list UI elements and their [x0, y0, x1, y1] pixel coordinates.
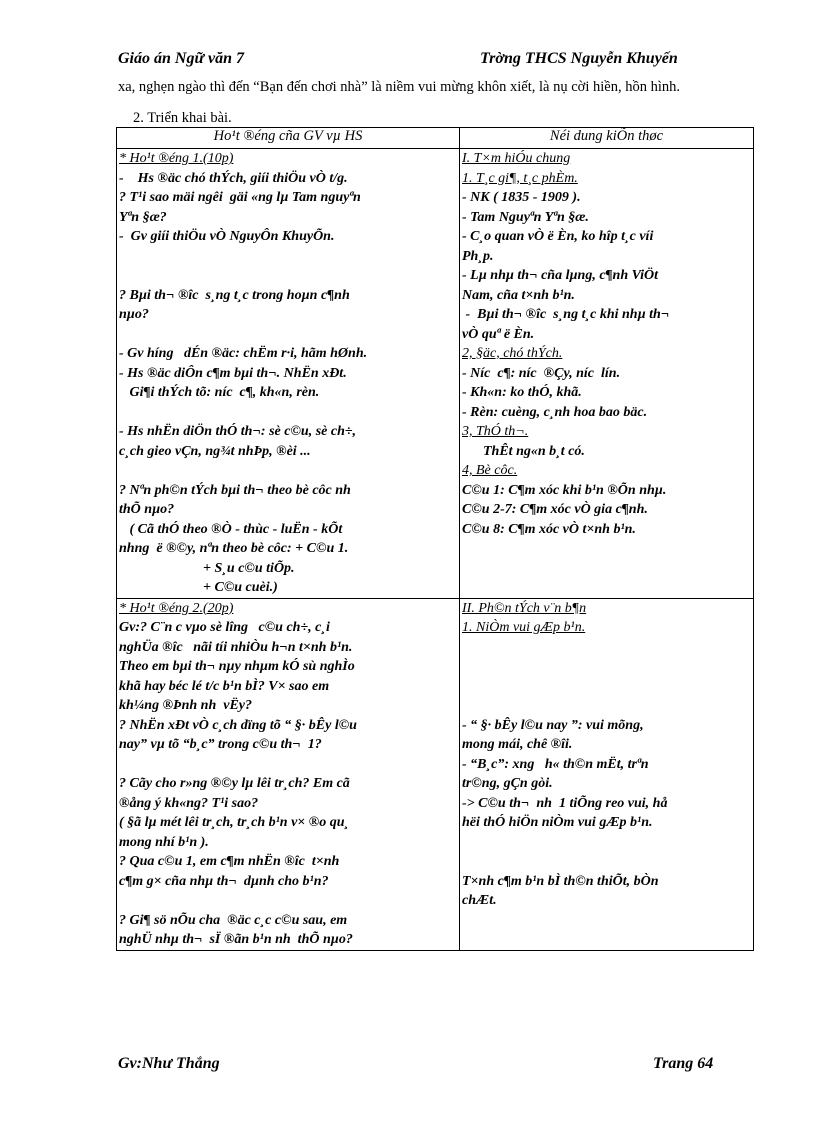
text-line: Yªn §æ?	[119, 209, 167, 225]
text-line: hëi thÓ hiÖn niÒm vui gÆp b¹n.	[462, 815, 653, 830]
text-line: khã hay béc lé t/c b¹n bÌ? V× sao em	[119, 678, 330, 694]
col1-header: Ho¹t ®éng cña GV vµ HS	[117, 128, 460, 149]
text-line: - Bµi th¬ ®îc s¸ng t¸c khi nhµ th¬	[462, 307, 670, 322]
text-line	[119, 403, 457, 423]
text-line	[462, 833, 751, 853]
text-line: - Lµ nhµ th¬ cña lµng, c¶nh ViÖt	[462, 268, 659, 283]
text-line: chÆt.	[462, 893, 497, 908]
text-line: - Rèn: cuèng, c¸nh hoa bao bäc.	[462, 404, 648, 420]
row2-left-cell	[117, 598, 460, 950]
text-line: - Níc c¶: níc ®Çy, níc lín.	[462, 365, 621, 381]
table-row	[117, 598, 754, 950]
text-line: ? NhËn xÐt vÒ c¸ch dïng tõ “ §· bÊy l©u	[119, 717, 357, 733]
text-line: nghÜ nhµ th¬ sÏ ®ãn b¹n nh thÕ nµo?	[119, 932, 353, 947]
text-line	[119, 325, 457, 345]
text-line	[119, 247, 457, 267]
text-line: - Hs nhËn diÖn thÓ th¬: sè c©u, sè ch÷,	[119, 424, 357, 439]
text-line	[119, 266, 457, 286]
text-line: nhng ë ®©y, nªn theo bè côc: + C©u 1.	[119, 541, 349, 556]
text-line: nghÜa ®îc nãi tíi nhiÒu h¬n t×nh b¹n.	[119, 639, 353, 655]
text-line	[462, 638, 751, 658]
table-header-row	[117, 128, 754, 149]
text-line: ? Cãy cho r»ng ®©y lµ lêi tr¸ch? Em cã	[119, 776, 350, 791]
text-line: - Gv híng dÉn ®äc: chËm r·i, hãm hØnh.	[119, 346, 368, 361]
text-line	[462, 696, 751, 716]
text-line	[462, 539, 751, 559]
text-line: 3, ThÓ th¬.	[462, 424, 529, 439]
text-line: Theo em bµi th¬ nµy nhµm kÓ sù nghÌo	[119, 659, 355, 674]
text-line: -> C©u th¬ nh 1 tiÕng reo vui, hå	[462, 795, 668, 811]
text-line: T×nh c¶m b¹n bÌ th©n thiÕt, bÒn	[462, 873, 659, 889]
text-line: ? Gi¶ sö nÕu cha ®äc c¸c c©u sau, em	[119, 912, 348, 928]
text-line: + C©u cuèi.)	[119, 580, 278, 595]
text-line: - “B¸c”: xng h« th©n mËt, trªn	[462, 756, 649, 772]
text-line: Gi¶i thÝch tõ: níc c¶, kh«n, rèn.	[119, 385, 320, 400]
text-line: Nam, cña t×nh b¹n.	[462, 287, 575, 303]
footer-teacher: Gv:Như Thắng	[118, 1055, 220, 1072]
row1-right-cell	[460, 149, 754, 599]
text-line: - NK ( 1835 - 1909 ).	[462, 190, 581, 205]
text-line	[119, 891, 457, 911]
row2-right-cell	[460, 598, 754, 950]
text-line	[462, 911, 751, 931]
text-line: C©u 2-7: C¶m xóc vÒ gia c¶nh.	[462, 502, 648, 517]
lesson-table	[116, 127, 754, 951]
text-line: c¶m g× cña nhµ th¬ dµnh cho b¹n?	[119, 873, 329, 889]
text-line: vÒ quª ë Èn.	[462, 326, 535, 342]
table-row	[117, 149, 754, 599]
text-line: - Hs ®äc diÔn c¶m bµi th¬. NhËn xÐt.	[119, 365, 347, 381]
text-line	[462, 559, 751, 579]
text-line: - “ §· bÊy l©u nay ”: vui mõng,	[462, 717, 644, 733]
text-line: ? Qua c©u 1, em c¶m nhËn ®îc t×nh	[119, 854, 340, 869]
text-line	[462, 677, 751, 697]
section-2-heading: II. Ph©n tÝch v¨n b¶n	[462, 600, 587, 616]
footer-page-number: Trang 64	[653, 1055, 714, 1072]
text-line: thÕ nµo?	[119, 502, 175, 517]
text-line: C©u 1: C¶m xóc khi b¹n ®Õn nhµ.	[462, 482, 667, 498]
text-line: ®ång ý kh«ng? T¹i sao?	[119, 795, 259, 811]
text-line: - Tam Nguyªn Yªn §æ.	[462, 209, 589, 225]
text-line	[119, 755, 457, 775]
activity-2-heading: * Ho¹t ®éng 2.(20p)	[119, 600, 234, 616]
text-line: - Kh«n: ko thÓ, khã.	[462, 385, 582, 400]
text-line: I. T×m hiÓu chung	[462, 151, 571, 166]
text-line: ( Cã thÓ theo ®Ò - thùc - luËn - kÕt	[119, 521, 343, 537]
text-line: ? Nªn ph©n tÝch bµi th¬ theo bè côc nh	[119, 482, 351, 498]
text-line: 2, §äc, chó thÝch.	[462, 346, 563, 361]
intro-paragraph: xa, nghẹn ngào thì đến “Bạn đến chơi nhà” là niềm vui mừng khôn xiết, là nụ cời hiền, hồn hình.	[118, 79, 680, 95]
text-line: Ph¸p.	[462, 248, 494, 264]
text-line: + S¸u c©u tiÕp.	[119, 560, 295, 576]
text-line: 1. NiÒm vui gÆp b¹n.	[462, 620, 586, 635]
text-line: 1. T¸c gi¶, t¸c phÈm.	[462, 170, 578, 186]
subheading: 2. Triển khai bài.	[133, 110, 232, 126]
text-line: 4, Bè côc.	[462, 463, 518, 478]
text-line: nµo?	[119, 307, 149, 322]
text-line	[462, 930, 751, 950]
text-line: C©u 8: C¶m xóc vÒ t×nh b¹n.	[462, 521, 636, 537]
row1-left-cell	[117, 149, 460, 599]
text-line: ? T¹i sao mäi ngêi gäi «ng lµ Tam nguyªn	[119, 190, 361, 205]
text-line: nay” vµ tõ “b¸c” trong c©u th¬ 1?	[119, 737, 322, 752]
text-line	[462, 578, 751, 598]
text-line: - Gv giíi thiÖu vÒ NguyÔn KhuyÕn.	[119, 229, 335, 244]
col2-header: Néi dung kiÕn thøc	[460, 128, 754, 149]
text-line: tr©ng, gÇn gòi.	[462, 776, 553, 791]
text-line: mong mái, chê ®îi.	[462, 737, 573, 752]
text-line: - C¸o quan vÒ ë Èn, ko hîp t¸c víi	[462, 229, 654, 244]
text-line: ThÊt ng«n b¸t có.	[462, 443, 585, 459]
text-line: Gv:? C¨n c vµo sè lîng c©u ch÷, c¸i	[119, 620, 330, 635]
text-line: - Hs ®äc chó thÝch, giíi thiÖu vÒ t/g.	[119, 170, 348, 186]
text-line	[462, 657, 751, 677]
text-line: ( §ã lµ mét lêi tr¸ch, tr¸ch b¹n v× ®o qu¸	[119, 815, 350, 830]
text-line: * Ho¹t ®éng 1.(10p)	[119, 151, 234, 166]
text-line	[462, 852, 751, 872]
text-line: ? Bµi th¬ ®îc s¸ng t¸c trong hoµn c¶nh	[119, 287, 350, 303]
header-right: Trờng THCS Nguyễn Khuyến	[480, 50, 678, 67]
text-line: kh¼ng ®Þnh nh vËy?	[119, 698, 252, 713]
text-line	[119, 461, 457, 481]
text-line: mong nhí b¹n ).	[119, 834, 209, 850]
header-left: Giáo án Ngữ văn 7	[118, 50, 245, 67]
text-line: c¸ch gieo vÇn, ng¾t nhÞp, ®èi ...	[119, 443, 311, 459]
